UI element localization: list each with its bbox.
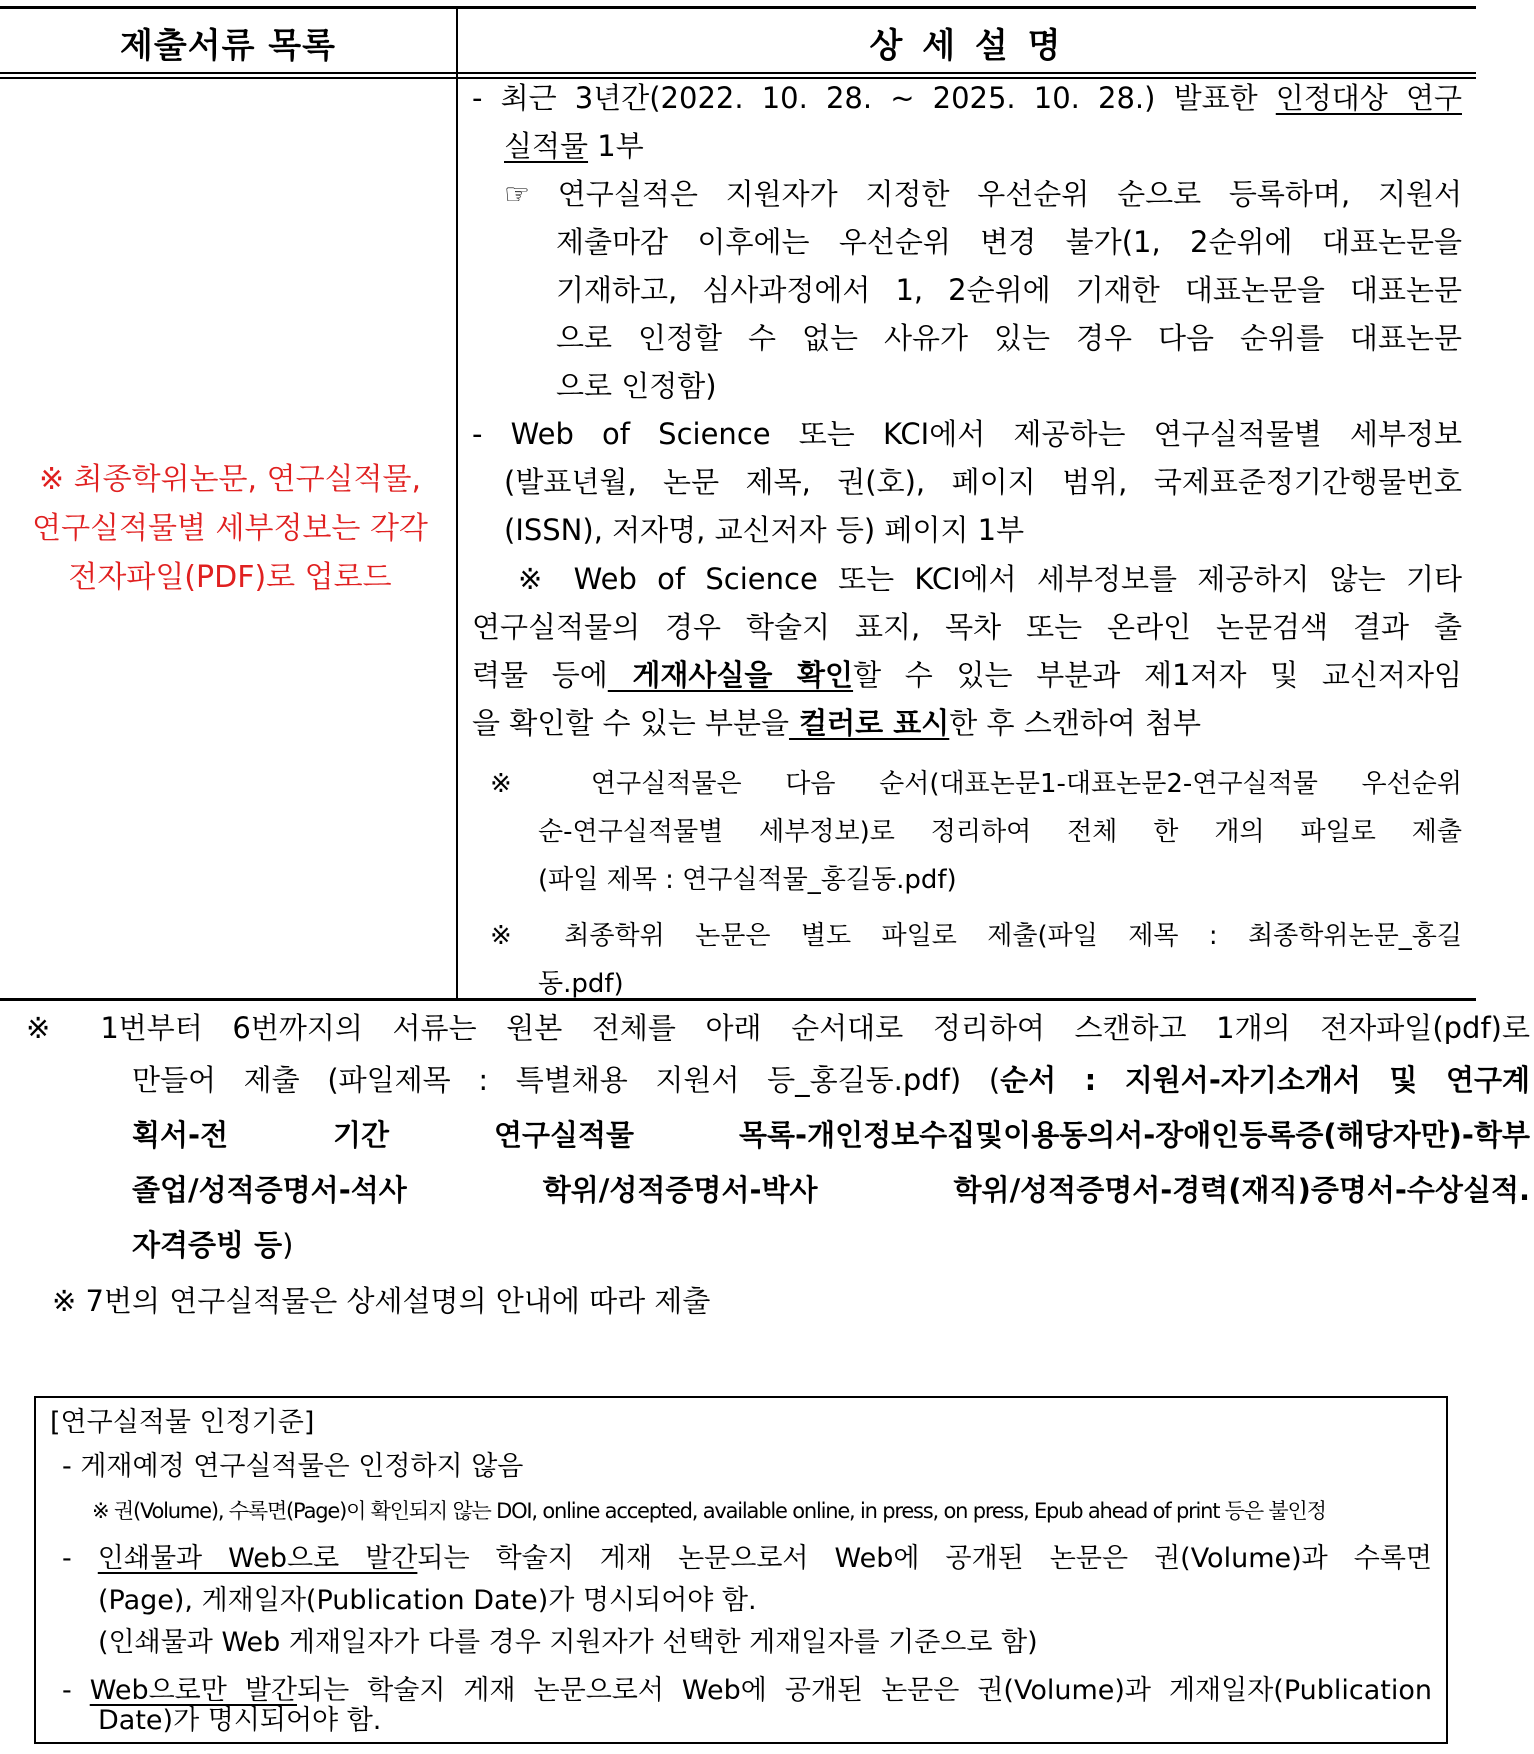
item1-line2-rest: 1부 — [588, 129, 644, 163]
note2: ※ 7번의 연구실적물은 상세설명의 안내에 따라 제출 — [52, 1284, 711, 1318]
item1-line2-underline: 실적물 — [504, 129, 589, 163]
pointer-line-4: 으로 인정할 수 없는 사유가 있는 경우 다음 순위를 대표논문 — [556, 321, 1462, 355]
criteria-item-3-dash: - — [62, 1675, 90, 1706]
note-line3-c: 할 수 있는 부분과 제1저자 및 교신저자임 — [853, 658, 1462, 692]
criteria-item-1: - 게재예정 연구실적물은 인정하지 않음 — [62, 1451, 524, 1482]
note-line4-emphasis: 컬러로 표시 — [789, 706, 950, 740]
criteria-item-1-note: ※ 권(Volume), 수록면(Page)이 확인되지 않는 DOI, online accepted, available online, in press, on press, Epub ahead of print 등은 불인정 — [92, 1499, 1326, 1523]
criteria-box — [34, 1396, 1448, 1744]
header-right: 상 세 설 명 — [869, 25, 1065, 66]
item2-line-3: (ISSN), 저자명, 교신저자 등) 페이지 1부 — [504, 513, 1025, 547]
table-top-rule — [0, 6, 1476, 9]
pointer-line-3: 기재하고, 심사과정에서 1, 2순위에 기재한 대표논문을 대표논문 — [556, 273, 1462, 307]
note-line4-c: 한 후 스캔하여 첨부 — [949, 706, 1202, 740]
criteria-item-3-rest: 되는 학술지 게재 논문으로서 Web에 공개된 논문은 권(Volume)과 게재일자(Publication — [297, 1675, 1433, 1706]
item1-prefix: - 최근 3년간(2022. 10. 28. ~ 2025. 10. 28.) 발표한 — [472, 81, 1276, 115]
order-line-3: (파일 제목 : 연구실적물_홍길동.pdf) — [538, 865, 957, 895]
note-line-1: ※ Web of Science 또는 KCI에서 세부정보를 제공하지 않는 기타 — [518, 562, 1462, 596]
item1-underline: 인정대상 연구 — [1275, 81, 1462, 115]
criteria-item-2-underline: 인쇄물과 Web으로 발간 — [97, 1543, 418, 1574]
pointer-line-2: 제출마감 이후에는 우선순위 변경 불가(1, 2순위에 대표논문을 — [556, 225, 1462, 259]
criteria-title: [연구실적물 인정기준] — [50, 1407, 315, 1438]
pointer-line-5: 으로 인정함) — [556, 369, 717, 403]
pointer-line-1: ☞ 연구실적은 지원자가 지정한 우선순위 순으로 등록하며, 지원서 — [504, 177, 1462, 211]
upload-notice — [10, 455, 450, 602]
criteria-item-3-line-2: Date)가 명시되어야 함. — [98, 1705, 382, 1736]
criteria-item-2-line-2: (Page), 게재일자(Publication Date)가 명시되어야 함. — [98, 1585, 757, 1616]
note1-close: ) — [282, 1228, 294, 1262]
note-line-3 — [472, 651, 1462, 699]
note1-line-5 — [132, 1218, 1530, 1272]
header-left: 제출서류 목록 — [120, 25, 336, 66]
note-line3-a: 력물 등에 — [472, 658, 608, 692]
criteria-item-3-underline: Web으로만 발간 — [89, 1675, 297, 1706]
note-line-2: 연구실적물의 경우 학술지 표지, 목차 또는 온라인 논문검색 결과 출 — [472, 610, 1462, 644]
column-divider — [456, 6, 458, 1000]
note1-line2-bold: 순서 : 지원서-자기소개서 및 연구계 — [1000, 1063, 1530, 1097]
item2-line-2: (발표년월, 논문 제목, 권(호), 페이지 범위, 국제표준정기간행물번호 — [504, 465, 1462, 499]
note-line4-a: 을 확인할 수 있는 부분을 — [472, 706, 790, 740]
upload-notice-line-3: 전자파일(PDF)로 업로드 — [68, 560, 392, 595]
note1-line2-plain: 만들어 제출 (파일제목 : 특별채용 지원서 등_홍길동.pdf) ( — [132, 1063, 1001, 1097]
thesis-line-2: 동.pdf) — [538, 969, 624, 999]
criteria-item-2-line-1 — [62, 1538, 1432, 1580]
item2-line-1: - Web of Science 또는 KCI에서 제공하는 연구실적물별 세부정보 — [472, 417, 1462, 451]
item1-line-1 — [472, 74, 1462, 122]
upload-notice-line-2: 연구실적물별 세부정보는 각각 — [32, 511, 428, 546]
criteria-item-2-dash: - — [62, 1543, 98, 1574]
note1-line-1: ※ 1번부터 6번까지의 서류는 원본 전체를 아래 순서대로 정리하여 스캔하고 1개의 전자파일(pdf)로 — [26, 1011, 1530, 1045]
criteria-item-2-line-3: (인쇄물과 Web 게재일자가 다를 경우 지원자가 선택한 게재일자를 기준으로 함) — [98, 1627, 1038, 1658]
thesis-line-1: ※ 최종학위 논문은 별도 파일로 제출(파일 제목 : 최종학위논문_홍길 — [490, 921, 1462, 951]
note1-line-4: 졸업/성적증명서-석사 학위/성적증명서-박사 학위/성적증명서-경력(재직)증명서-수상실적. — [132, 1173, 1530, 1207]
note-line3-emphasis: 게재사실을 확인 — [607, 658, 854, 692]
order-line-1: ※ 연구실적물은 다음 순서(대표논문1-대표논문2-연구실적물 우선순위 — [490, 769, 1462, 799]
note1-line-2 — [132, 1053, 1530, 1107]
order-line-2: 순-연구실적물별 세부정보)로 정리하여 전체 한 개의 파일로 제출 — [538, 817, 1462, 847]
note1-line-3: 획서-전 기간 연구실적물 목록-개인정보수집및이용동의서-장애인등록증(해당자만)-학부 — [132, 1118, 1530, 1152]
criteria-item-2-rest: 되는 학술지 게재 논문으로서 Web에 공개된 논문은 권(Volume)과 수록면 — [417, 1543, 1433, 1574]
item1-line-2 — [504, 122, 1462, 170]
upload-notice-line-1: ※ 최종학위논문, 연구실적물, — [38, 462, 422, 497]
note1-line5-bold: 자격증빙 등 — [132, 1228, 283, 1262]
note-line-4 — [472, 699, 1462, 747]
